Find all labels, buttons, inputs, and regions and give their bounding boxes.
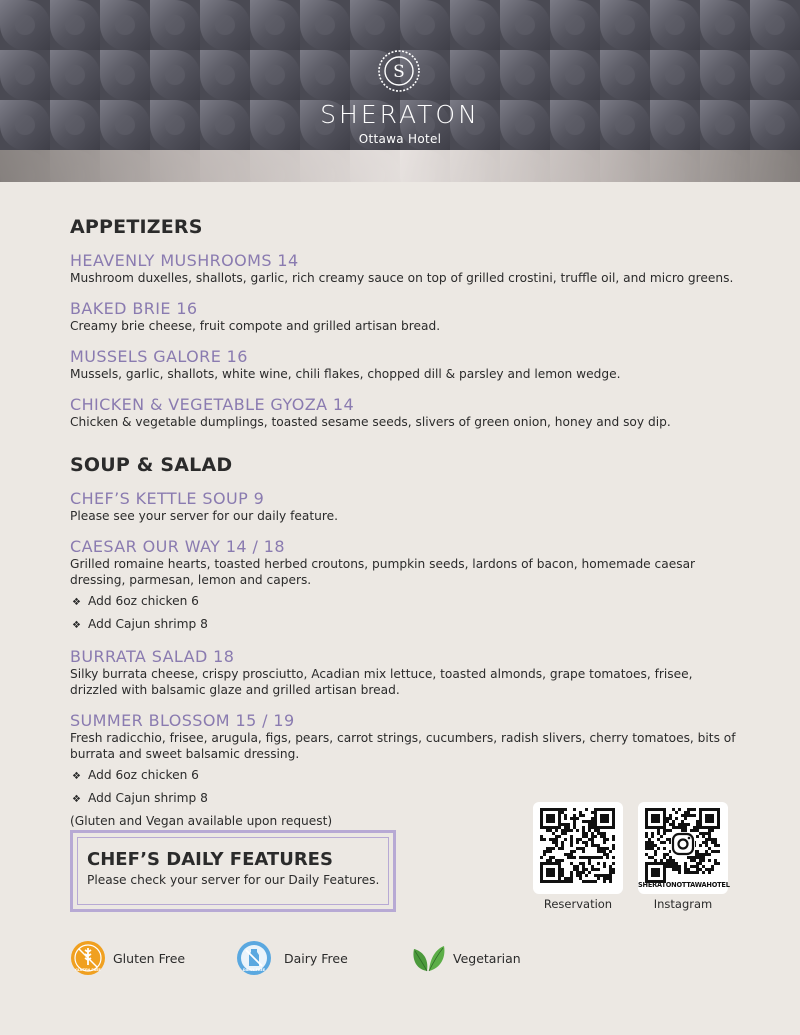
brand-name: SHERATON: [320, 100, 480, 129]
header-fade: [0, 150, 800, 182]
diamond-bullet-icon: ❖: [72, 771, 81, 782]
brand-subtitle: Ottawa Hotel: [358, 132, 442, 146]
svg-text:DAIRY FREE: DAIRY FREE: [242, 968, 266, 972]
section-title-soup-salad: SOUP & SALAD: [70, 454, 233, 476]
item-name: MUSSELS GALORE 16: [70, 347, 248, 366]
daily-features-box: [70, 830, 396, 912]
svg-text:S: S: [393, 62, 405, 82]
header-banner: [0, 0, 800, 182]
item-name: CHICKEN & VEGETABLE GYOZA 14: [70, 395, 355, 414]
svg-text:GLUTEN FREE: GLUTEN FREE: [75, 968, 101, 972]
item-description: Chicken & vegetable dumplings, toasted sesame seeds, slivers of green onion, honey and soy dip.: [70, 415, 671, 429]
addon-option: [70, 767, 740, 785]
menu-item: [70, 712, 740, 808]
menu-content: [70, 216, 740, 829]
reservation-qr-code[interactable]: [533, 802, 623, 894]
vegetarian-label: Vegetarian: [453, 951, 521, 966]
item-description: Fresh radicchio, frisee, arugula, figs, pears, carrot strings, cucumbers, radish slivers, cherry tomatoes, bits of burrata and sweet balsamic dressing.: [70, 731, 736, 761]
dairy-free-icon: [236, 940, 272, 976]
reservation-label: Reservation: [543, 897, 613, 911]
dairy-free-label: Dairy Free: [284, 951, 348, 966]
diamond-bullet-icon: ❖: [72, 597, 81, 608]
item-description: Creamy brie cheese, fruit compote and grilled artisan bread.: [70, 319, 441, 333]
menu-item: [70, 348, 740, 382]
daily-features-text: Please check your server for our Daily Features.: [87, 873, 380, 887]
instagram-label: Instagram: [653, 897, 713, 911]
item-name: SUMMER BLOSSOM 15 / 19: [70, 711, 295, 730]
item-name: CAESAR OUR WAY 14 / 18: [70, 537, 285, 556]
gluten-free-label: Gluten Free: [113, 951, 186, 966]
item-name: HEAVENLY MUSHROOMS 14: [70, 251, 299, 270]
instagram-qr-code[interactable]: [638, 802, 728, 894]
menu-item: [70, 490, 740, 524]
item-name: BURRATA SALAD 18: [70, 647, 235, 666]
item-description: Please see your server for our daily feature.: [70, 509, 339, 523]
addon-label: Add Cajun shrimp 8: [88, 791, 208, 805]
addon-option: [70, 616, 740, 634]
addon-label: Add 6oz chicken 6: [88, 594, 199, 608]
item-description: Mussels, garlic, shallots, white wine, chili flakes, chopped dill & parsley and lemon wedge.: [70, 367, 621, 381]
menu-item: [70, 648, 740, 698]
item-description: Mushroom duxelles, shallots, garlic, rich creamy sauce on top of grilled crostini, truffle oil, and micro greens.: [70, 271, 734, 285]
sheraton-logo-icon: [376, 48, 422, 94]
item-description: Grilled romaine hearts, toasted herbed croutons, pumpkin seeds, lardons of bacon, homemade caesar dressing, parmesan, lemon and capers.: [70, 557, 696, 587]
vegetarian-leaf-icon: [410, 940, 446, 976]
daily-features-inner-border: [77, 837, 389, 905]
menu-item: [70, 538, 740, 634]
item-description: Silky burrata cheese, crispy prosciutto, Acadian mix lettuce, toasted almonds, grape tomatoes, frisee, drizzled with balsamic glaze and grilled artisan bread.: [70, 667, 693, 697]
menu-item: [70, 252, 740, 286]
daily-features-title: CHEF’S DAILY FEATURES: [87, 849, 333, 870]
gluten-free-icon: [70, 940, 106, 976]
instagram-handle: SHERATONOTTAWAHOTEL: [638, 881, 730, 889]
menu-item: [70, 300, 740, 334]
menu-item: [70, 396, 740, 430]
diamond-bullet-icon: ❖: [72, 620, 81, 631]
item-name: CHEF’S KETTLE SOUP 9: [70, 489, 265, 508]
addon-label: Add Cajun shrimp 8: [88, 617, 208, 631]
qr-code-icon: [533, 802, 623, 894]
dietary-note: (Gluten and Vegan available upon request): [70, 814, 333, 828]
addon-option: [70, 593, 740, 611]
addon-label: Add 6oz chicken 6: [88, 768, 199, 782]
diamond-bullet-icon: ❖: [72, 794, 81, 805]
section-title-appetizers: APPETIZERS: [70, 216, 203, 238]
item-name: BAKED BRIE 16: [70, 299, 198, 318]
